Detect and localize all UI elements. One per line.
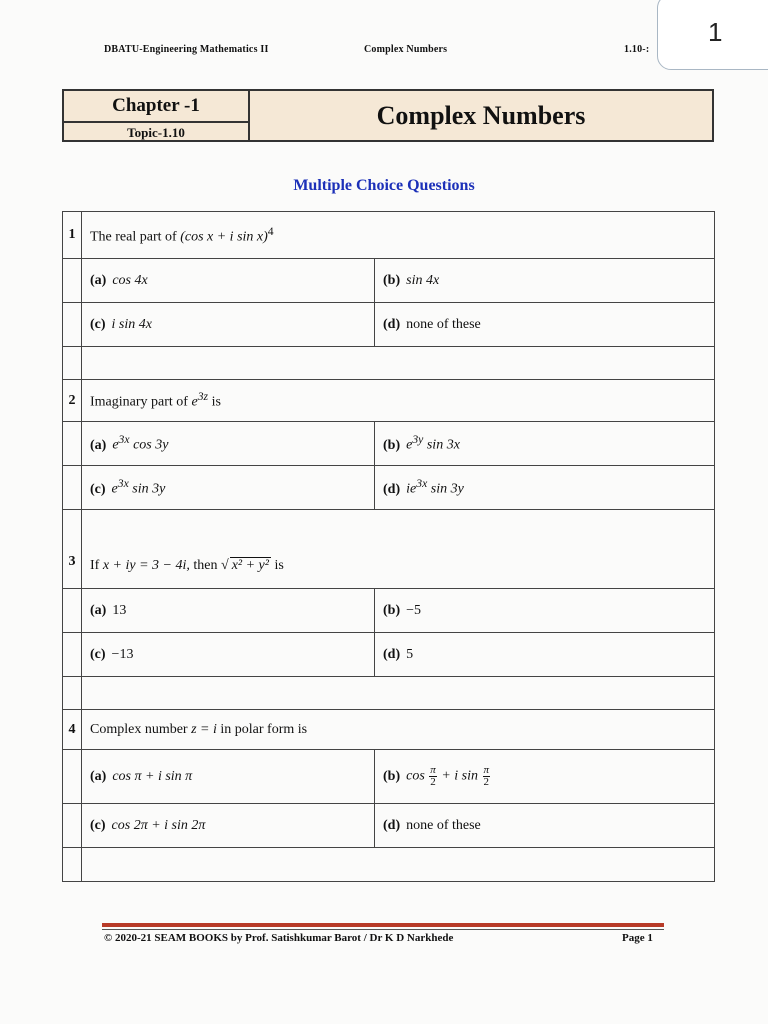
- question-text: Imaginary part of $e^{3z}$ is: [82, 380, 715, 422]
- footer-rule-thin: [102, 929, 664, 930]
- option-c: (c) cos 2π + i sin 2π: [82, 804, 375, 848]
- option-a: (a) cos 4x: [82, 259, 375, 303]
- mcq-table: [62, 211, 715, 882]
- question-row: [63, 710, 715, 750]
- options-row: [63, 466, 715, 510]
- header-course: DBATU-Engineering Mathematics II: [104, 44, 269, 55]
- option-c: (c) $e^{3x}$ sin 3y: [82, 466, 375, 510]
- option-c: (c) i sin 4x: [82, 303, 375, 347]
- option-a: (a) $e^{3x}$ cos 3y: [82, 422, 375, 466]
- fraction: $\frac{\pi}{2}$: [430, 764, 436, 788]
- chapter-title: Complex Numbers: [376, 101, 586, 130]
- question-row: [63, 380, 715, 422]
- option-b: (b) cos $\frac{\pi}{2}$ + i sin $\frac{\pi}{2}$: [375, 750, 715, 804]
- question-text: [82, 212, 715, 259]
- question-text: If x + iy = 3 − 4i, then √ x² + y² is: [82, 510, 715, 589]
- spacer-row: [63, 677, 715, 710]
- section-title: Multiple Choice Questions: [293, 177, 475, 194]
- spacer-row: [63, 347, 715, 380]
- header-subject: Complex Numbers: [364, 44, 448, 55]
- page-number-badge: [657, 0, 768, 70]
- question-row: [63, 510, 715, 589]
- option-a: (a) 13: [82, 589, 375, 633]
- question-text: Complex number z = i in polar form is: [82, 710, 715, 750]
- option-c: (c) −13: [82, 633, 375, 677]
- chapter-info: [64, 91, 250, 140]
- options-row: [63, 750, 715, 804]
- question-row: [63, 212, 715, 259]
- question-number: 1: [63, 212, 82, 259]
- header-section: 1.10-:: [624, 44, 650, 55]
- question-math: (cos x + i sin x): [180, 229, 268, 245]
- chapter-banner: [62, 89, 714, 142]
- question-prefix: The real part of: [90, 229, 177, 245]
- option-b: (b) $e^{3y}$ sin 3x: [375, 422, 715, 466]
- option-d: (d) none of these: [375, 303, 715, 347]
- fraction: $\frac{\pi}{2}$: [483, 764, 490, 788]
- options-row: [63, 633, 715, 677]
- spacer-row: [63, 848, 715, 882]
- option-d: (d) 5: [375, 633, 715, 677]
- options-row: [63, 303, 715, 347]
- footer-copyright: © 2020-21 SEAM BOOKS by Prof. Satishkumar Barot / Dr K D Narkhede: [104, 932, 454, 944]
- option-b: (b) −5: [375, 589, 715, 633]
- question-exponent: 4: [267, 224, 274, 238]
- topic-label: Topic-1.10: [127, 125, 185, 140]
- question-number: 4: [63, 710, 82, 750]
- question-number: 2: [63, 380, 82, 422]
- options-row: [63, 422, 715, 466]
- option-d: (d) none of these: [375, 804, 715, 848]
- page-number: 1: [708, 17, 723, 47]
- options-row: [63, 589, 715, 633]
- question-number: 3: [63, 510, 82, 589]
- footer-page: Page 1: [622, 932, 653, 944]
- options-row: [63, 804, 715, 848]
- option-b: (b) sin 4x: [375, 259, 715, 303]
- options-row: [63, 259, 715, 303]
- footer-rule: [102, 923, 664, 927]
- option-d: (d) $ie^{3x}$ sin 3y: [375, 466, 715, 510]
- chapter-label: Chapter -1: [64, 91, 248, 123]
- option-a: (a) cos π + i sin π: [82, 750, 375, 804]
